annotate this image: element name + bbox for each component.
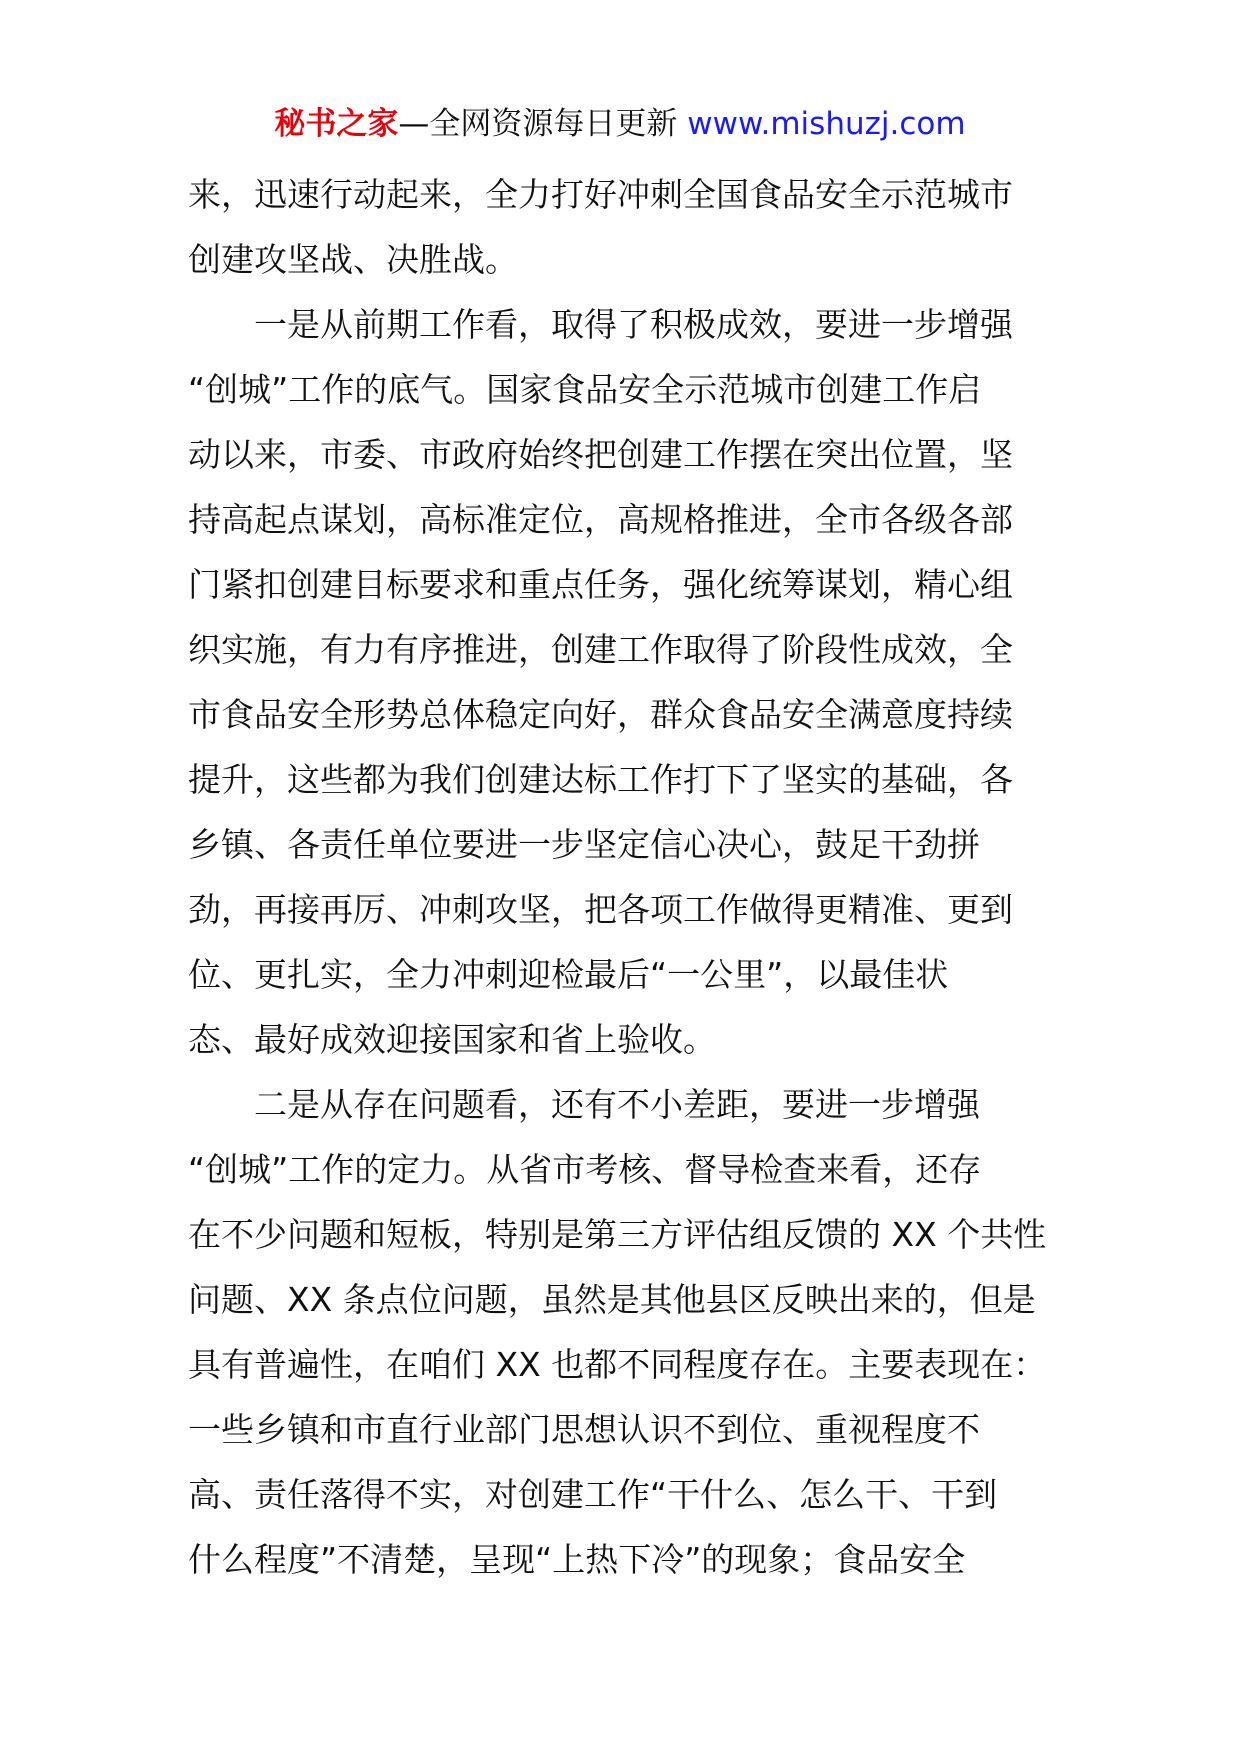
text-line: 二是从存在问题看，还有不小差距，要进一步增强 xyxy=(254,1085,980,1124)
text-line: 一是从前期工作看，取得了积极成效，要进一步增强 xyxy=(254,305,1013,344)
paragraph-2 xyxy=(188,292,1053,1072)
text-line: 在不少问题和短板，特别是第三方评估组反馈的 XX 个共性 xyxy=(188,1215,1047,1254)
text-line: 什么程度”不清楚，呈现“上热下冷”的现象；食品安全 xyxy=(188,1540,966,1579)
document-body xyxy=(188,162,1053,1592)
text-line: 市食品安全形势总体稳定向好，群众食品安全满意度持续 xyxy=(188,695,1013,734)
text-line: 态、最好成效迎接国家和省上验收。 xyxy=(188,1020,716,1059)
text-line: 创建攻坚战、决胜战。 xyxy=(188,240,518,279)
text-line: 织实施，有力有序推进，创建工作取得了阶段性成效，全 xyxy=(188,630,1013,669)
text-line: 具有普遍性，在咱们 XX 也都不同程度存在。主要表现在： xyxy=(188,1345,1047,1384)
site-slogan: —全网资源每日更新 xyxy=(398,106,688,142)
text-line: 来，迅速行动起来，全力打好冲刺全国食品安全示范城市 xyxy=(188,175,1013,214)
text-line: 高、责任落得不实，对创建工作“干什么、怎么干、干到 xyxy=(188,1475,998,1514)
paragraph-1 xyxy=(188,162,1053,292)
text-line: “创城”工作的底气。国家食品安全示范城市创建工作启 xyxy=(188,370,982,409)
text-line: 问题、XX 条点位问题，虽然是其他县区反映出来的，但是 xyxy=(188,1280,1036,1319)
text-line: 一些乡镇和市直行业部门思想认识不到位、重视程度不 xyxy=(188,1410,980,1449)
text-line: 门紧扣创建目标要求和重点任务，强化统筹谋划，精心组 xyxy=(188,565,1013,604)
site-brand: 秘书之家 xyxy=(274,106,399,142)
paragraph-3 xyxy=(188,1072,1053,1592)
text-line: 位、更扎实，全力冲刺迎检最后“一公里”，以最佳状 xyxy=(188,955,949,994)
text-line: 提升，这些都为我们创建达标工作打下了坚实的基础，各 xyxy=(188,760,1013,799)
text-line: 乡镇、各责任单位要进一步坚定信心决心，鼓足干劲拼 xyxy=(188,825,980,864)
site-header xyxy=(0,100,1240,148)
text-line: 动以来，市委、市政府始终把创建工作摆在突出位置，坚 xyxy=(188,435,1013,474)
text-line: 持高起点谋划，高标准定位，高规格推进，全市各级各部 xyxy=(188,500,1013,539)
text-line: 劲，再接再厉、冲刺攻坚，把各项工作做得更精准、更到 xyxy=(188,890,1013,929)
site-url-link[interactable]: www.mishuzj.com xyxy=(687,106,966,142)
text-line: “创城”工作的定力。从省市考核、督导检查来看，还存 xyxy=(188,1150,982,1189)
